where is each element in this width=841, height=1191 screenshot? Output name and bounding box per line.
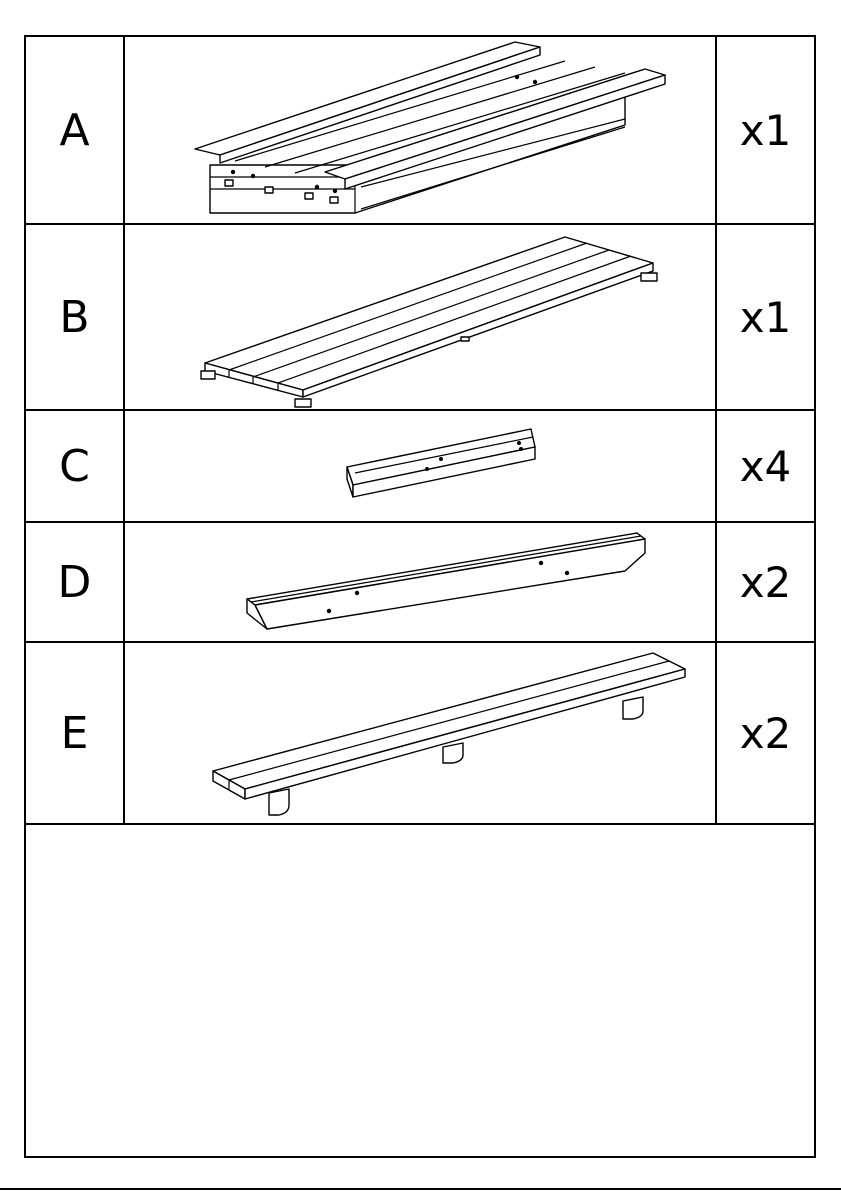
slatted-panel-drawing (125, 225, 715, 409)
long-rail-drawing (125, 523, 715, 641)
short-batten-drawing (125, 411, 715, 521)
part-letter: C (26, 411, 125, 521)
part-quantity: x1 (715, 37, 814, 223)
planter-frame-drawing (125, 37, 715, 223)
empty-area (26, 825, 814, 1156)
part-letter: E (26, 643, 125, 823)
part-letter: B (26, 225, 125, 409)
part-letter: A (26, 37, 125, 223)
part-row-a (26, 37, 814, 225)
parts-list-table (24, 35, 816, 1158)
part-row-b (26, 225, 814, 411)
part-quantity: x1 (715, 225, 814, 409)
part-quantity: x2 (715, 523, 814, 641)
part-quantity: x4 (715, 411, 814, 521)
part-row-d (26, 523, 814, 643)
part-quantity: x2 (715, 643, 814, 823)
part-row-e (26, 643, 814, 825)
part-letter: D (26, 523, 125, 641)
bench-seat-drawing (125, 643, 715, 823)
part-row-c (26, 411, 814, 523)
page-bottom-rule (0, 1188, 841, 1190)
